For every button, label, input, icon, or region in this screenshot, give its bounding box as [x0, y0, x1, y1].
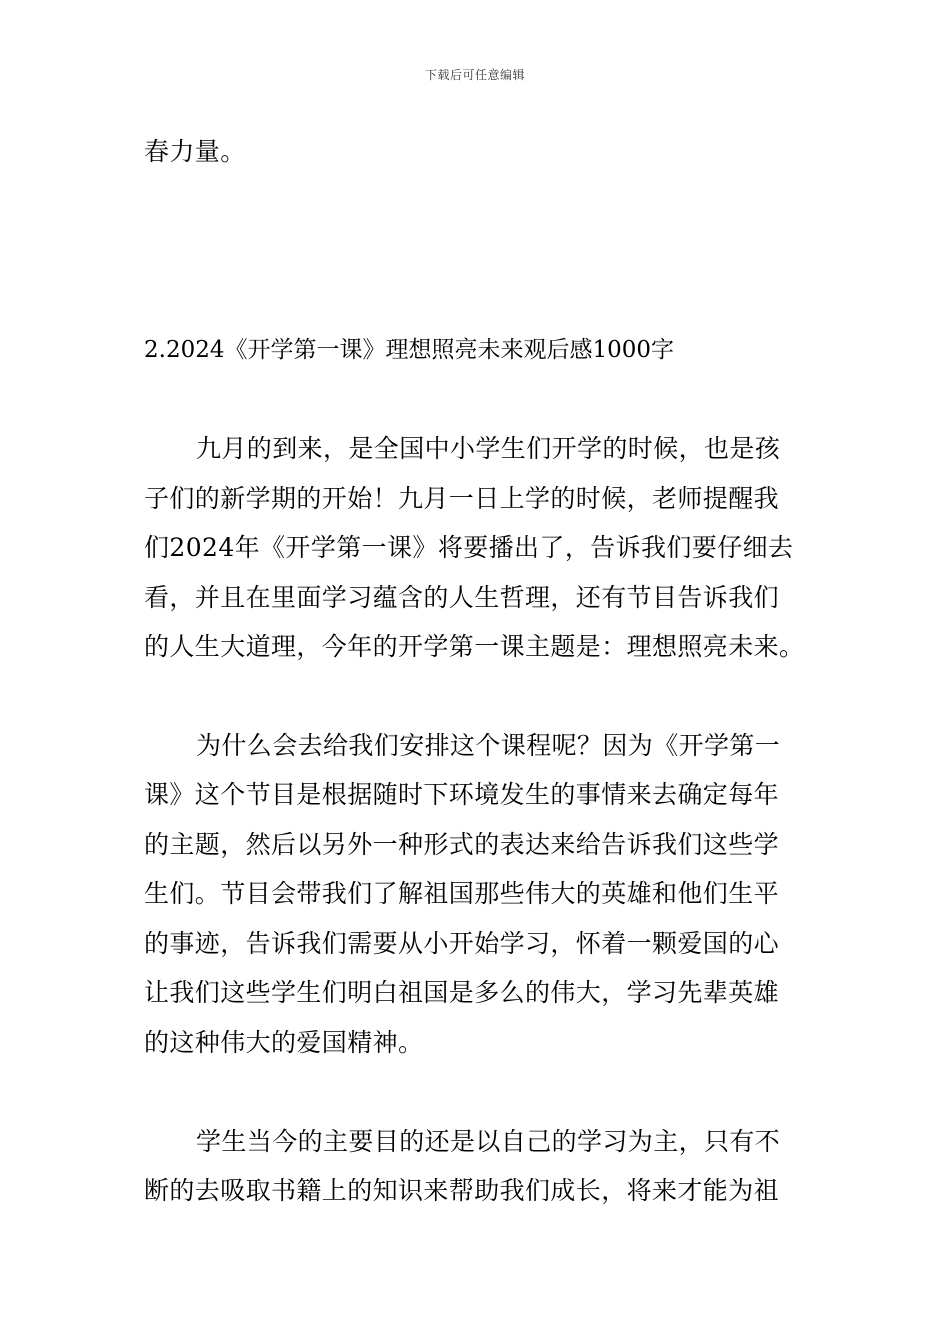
- paragraph-line: 的主题，然后以另外一种形式的表达来给告诉我们这些学: [144, 830, 780, 859]
- paragraph-line: 的人生大道理，今年的开学第一课主题是：理想照亮未来。: [144, 632, 805, 661]
- paragraph-fragment: 春力量。: [144, 137, 246, 166]
- paragraph-line: 为什么会去给我们安排这个课程呢？因为《开学第一: [196, 731, 781, 760]
- page-header-note: 下载后可任意编辑: [424, 68, 525, 82]
- paragraph-line: 课》这个节目是根据随时下环境发生的事情来去确定每年: [144, 780, 780, 809]
- paragraph-line: 的这种伟大的爱国精神。: [144, 1028, 424, 1057]
- paragraph-line: 学生当今的主要目的还是以自己的学习为主，只有不: [196, 1127, 781, 1156]
- paragraph-line: 九月的到来，是全国中小学生们开学的时候，也是孩: [196, 434, 781, 463]
- paragraph-line: 的事迹，告诉我们需要从小开始学习，怀着一颗爱国的心: [144, 929, 780, 958]
- paragraph-line: 子们的新学期的开始！九月一日上学的时候，老师提醒我: [144, 484, 780, 513]
- paragraph-line: 断的去吸取书籍上的知识来帮助我们成长，将来才能为祖: [144, 1176, 780, 1205]
- paragraph-line: 让我们这些学生们明白祖国是多么的伟大，学习先辈英雄: [144, 978, 780, 1007]
- section-title: 2.2024《开学第一课》理想照亮未来观后感1000字: [144, 337, 675, 363]
- paragraph-line: 生们。节目会带我们了解祖国那些伟大的英雄和他们生平: [144, 879, 780, 908]
- paragraph-line: 看，并且在里面学习蕴含的人生哲理，还有节目告诉我们: [144, 583, 780, 612]
- paragraph-line: 们2024年《开学第一课》将要播出了，告诉我们要仔细去: [144, 533, 794, 562]
